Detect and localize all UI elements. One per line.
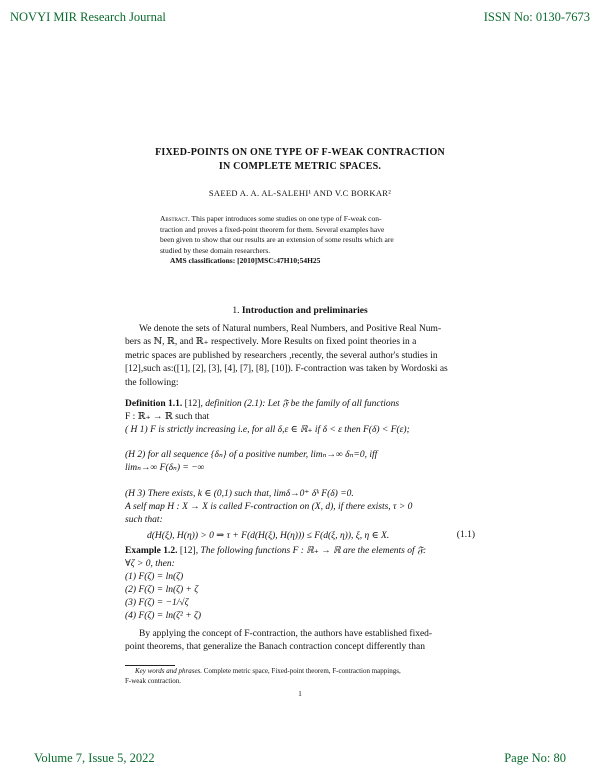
example-item: (4) F(ζ) = ln(ζ² + ζ) [125, 611, 202, 621]
example-label: Example 1.2. [125, 546, 178, 556]
equation-body: d(H(ξ), H(η)) > 0 ⇒ τ + F(d(H(ξ), H(η))) ≤ F(d(ξ, η)), ξ, η ∈ X. [147, 531, 390, 541]
volume-issue: Volume 7, Issue 5, 2022 [34, 751, 155, 765]
journal-name: NOVYI MIR Research Journal [10, 10, 166, 24]
footnote [125, 666, 475, 686]
definition-map: F : ℝ₊ → ℝ such that [125, 412, 210, 422]
abstract [160, 214, 443, 256]
abstract-label: Abstract. [160, 214, 190, 223]
condition-h1: ( H 1) F is strictly increasing i.e, for all δ,ε ∈ ℝ₊ if δ < ε then F(δ) < F(ε); [125, 425, 410, 435]
intro-line: metric spaces are published by researchers ,recently, the several author's studies in [125, 350, 438, 361]
example-item: (3) F(ζ) = −1/√ζ [125, 598, 189, 608]
definition-ref: [12], [184, 399, 203, 409]
abstract-line: studied by these domain researchers. [160, 245, 271, 255]
section-number: 1. [232, 306, 240, 316]
closing-line: point theorems, that generalize the Banach contraction concept differently than [125, 642, 426, 653]
footer-page-number: Page No: 80 [504, 751, 566, 765]
page-number: 1 [298, 689, 302, 698]
section-title: Introduction and preliminaries [241, 306, 368, 316]
such-that-text: such that: [125, 515, 163, 525]
equation-1-1 [125, 530, 475, 544]
example-ref: [12], [179, 546, 199, 556]
example-condition: ∀ζ > 0, then: [125, 559, 175, 569]
closing-paragraph [125, 628, 475, 655]
ams-classification: AMS classifications: [2010]MSC:47H10;54H25 [170, 256, 321, 265]
issn-number: ISSN No: 0130-7673 [483, 10, 590, 24]
paper-title-line-2: IN COMPLETE METRIC SPACES. [218, 161, 382, 172]
paper-title-line-1: FIXED-POINTS ON ONE TYPE OF F-WEAK CONTRACTION [155, 147, 445, 158]
abstract-line: traction and proves a fixed-point theorem for them. Several examples have [160, 224, 385, 234]
abstract-line: This paper introduces some studies on one type of F-weak con- [191, 214, 382, 223]
example-1-2 [125, 545, 475, 558]
intro-line: We denote the sets of Natural numbers, Real Numbers, and Positive Real Num- [139, 324, 442, 334]
footnote-label: Key words and phrases. [135, 667, 203, 675]
example-text: The following functions F : ℝ₊ → ℝ are the elements of 𝔉: [200, 546, 427, 556]
intro-line: the following: [125, 377, 179, 388]
definition-1-1 [125, 398, 475, 411]
definition-label: Definition 1.1. [125, 399, 183, 409]
example-item: (1) F(ζ) = ln(ζ) [125, 572, 184, 582]
section-heading [0, 306, 600, 316]
equation-number: (1.1) [456, 530, 475, 540]
condition-h2-limit: limₙ→∞ F(δₙ) = −∞ [125, 463, 205, 473]
condition-h3: (H 3) There exists, k ∈ (0,1) such that, limδ→0⁺ δᵏ F(δ) =0. [125, 489, 354, 499]
footnote-line: Complete metric space, Fixed-point theorem, F-contraction mappings, [203, 667, 401, 675]
definition-text: definition (2.1): Let 𝔉 be the family of all functions [205, 399, 400, 409]
intro-paragraph [125, 323, 475, 390]
intro-line: bers as ℕ, ℝ, and ℝ₊ respectively. More Results on fixed point theories in a [125, 337, 417, 348]
paper-authors: SAEED A. A. AL-SALEHI¹ AND V.C BORKAR² [208, 188, 392, 198]
example-item: (2) F(ζ) = ln(ζ) + ζ [125, 585, 199, 595]
condition-h2: (H 2) for all sequence {δₙ} of a positive number, limₙ→∞ δₙ=0, iff [125, 450, 378, 460]
f-contraction-definition: A self map H : X → X is called F-contraction on (X, d), if there exists, τ > 0 [125, 502, 413, 512]
abstract-line: been given to show that our results are an extension of some results which are [160, 235, 394, 244]
footnote-line: F-weak contraction. [125, 677, 181, 685]
closing-line: By applying the concept of F-contraction, the authors have established fixed- [139, 629, 433, 639]
intro-line: [12],such as:([1], [2], [3], [4], [7], [8], [10]). F-contraction was taken by Wordoski as [125, 364, 448, 375]
